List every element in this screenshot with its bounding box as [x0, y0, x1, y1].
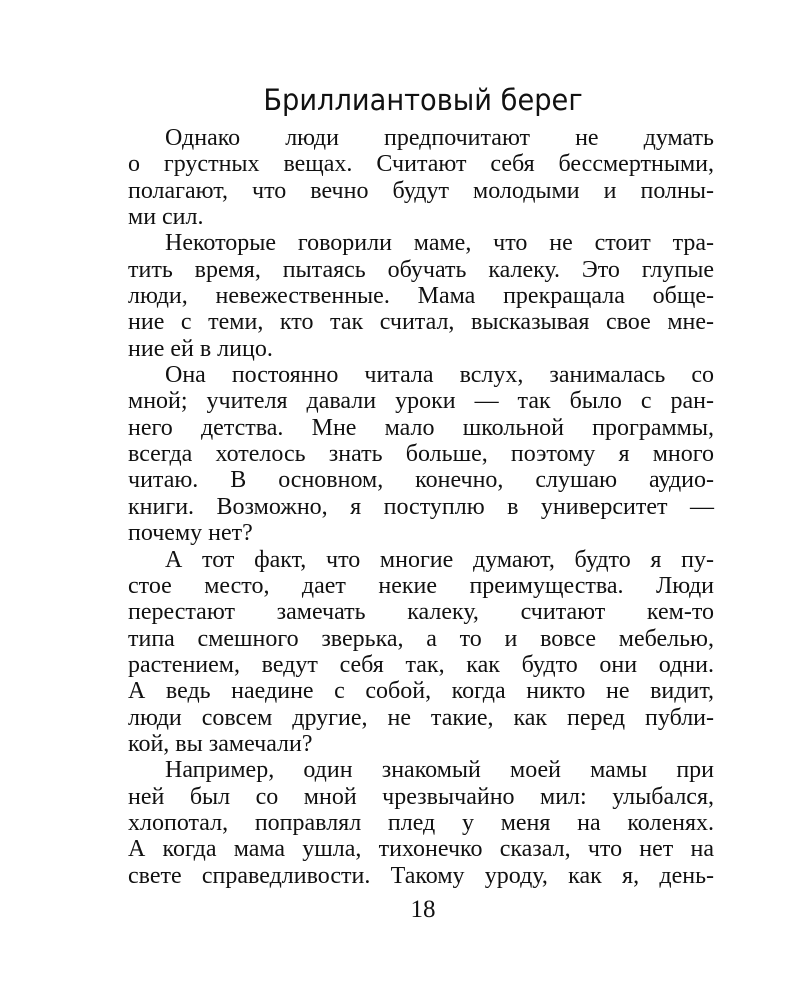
text-line: ми сил. — [128, 204, 204, 231]
paragraph — [128, 547, 714, 758]
page-number: 18 — [410, 896, 436, 923]
text-line: ние ей в лицо. — [128, 335, 273, 362]
text-line: мной; учителя давали уроки — так было с ран- — [128, 388, 714, 415]
text-line: кой, вы замечали? — [128, 730, 313, 757]
text-line: ней был со мной чрезвычайно мил: улыбался, — [128, 783, 714, 810]
text-line: типа смешного зверька, а то и вовсе мебелью, — [128, 625, 714, 652]
running-title: Бриллиантовый берег — [263, 83, 583, 117]
text-line: читаю. В основном, конечно, слушаю аудио- — [128, 467, 714, 494]
paragraph — [128, 125, 714, 230]
body-text — [128, 125, 714, 889]
text-line: А когда мама ушла, тихонечко сказал, что нет на — [128, 836, 714, 863]
paragraph — [128, 757, 714, 889]
text-line: свете справедливости. Такому уроду, как я, день- — [128, 862, 714, 889]
text-line: А ведь наедине с собой, когда никто не видит, — [128, 678, 714, 705]
text-line: растением, ведут себя так, как будто они одни. — [128, 651, 714, 678]
text-line: всегда хотелось знать больше, поэтому я много — [128, 441, 714, 468]
text-line: хлопотал, поправлял плед у меня на коленях. — [128, 809, 714, 836]
paragraph — [128, 230, 714, 362]
text-line: почему нет? — [128, 520, 253, 547]
text-line: Например, один знакомый моей мамы при — [165, 757, 714, 784]
text-line: книги. Возможно, я поступлю в университет — — [128, 493, 714, 520]
text-line: него детства. Мне мало школьной программы, — [128, 414, 714, 441]
text-line: люди, невежественные. Мама прекращала обще- — [128, 283, 714, 310]
text-line: перестают замечать калеку, считают кем-то — [128, 599, 714, 626]
paragraph — [128, 362, 714, 546]
text-line: Некоторые говорили маме, что не стоит тра- — [165, 230, 714, 257]
text-line: Однако люди предпочитают не думать — [165, 125, 714, 151]
text-line: о грустных вещах. Считают себя бессмертными, — [128, 151, 714, 178]
text-line: А тот факт, что многие думают, будто я пу- — [165, 546, 714, 573]
text-line: полагают, что вечно будут молодыми и полны- — [128, 177, 714, 204]
text-line: Она постоянно читала вслух, занималась со — [165, 362, 714, 389]
text-line: тить время, пытаясь обучать калеку. Это глупые — [128, 256, 714, 283]
text-line: люди совсем другие, не такие, как перед публи- — [128, 704, 714, 731]
text-line: стое место, дает некие преимущества. Люди — [128, 572, 714, 599]
text-line: ние с теми, кто так считал, высказывая свое мне- — [128, 309, 714, 336]
